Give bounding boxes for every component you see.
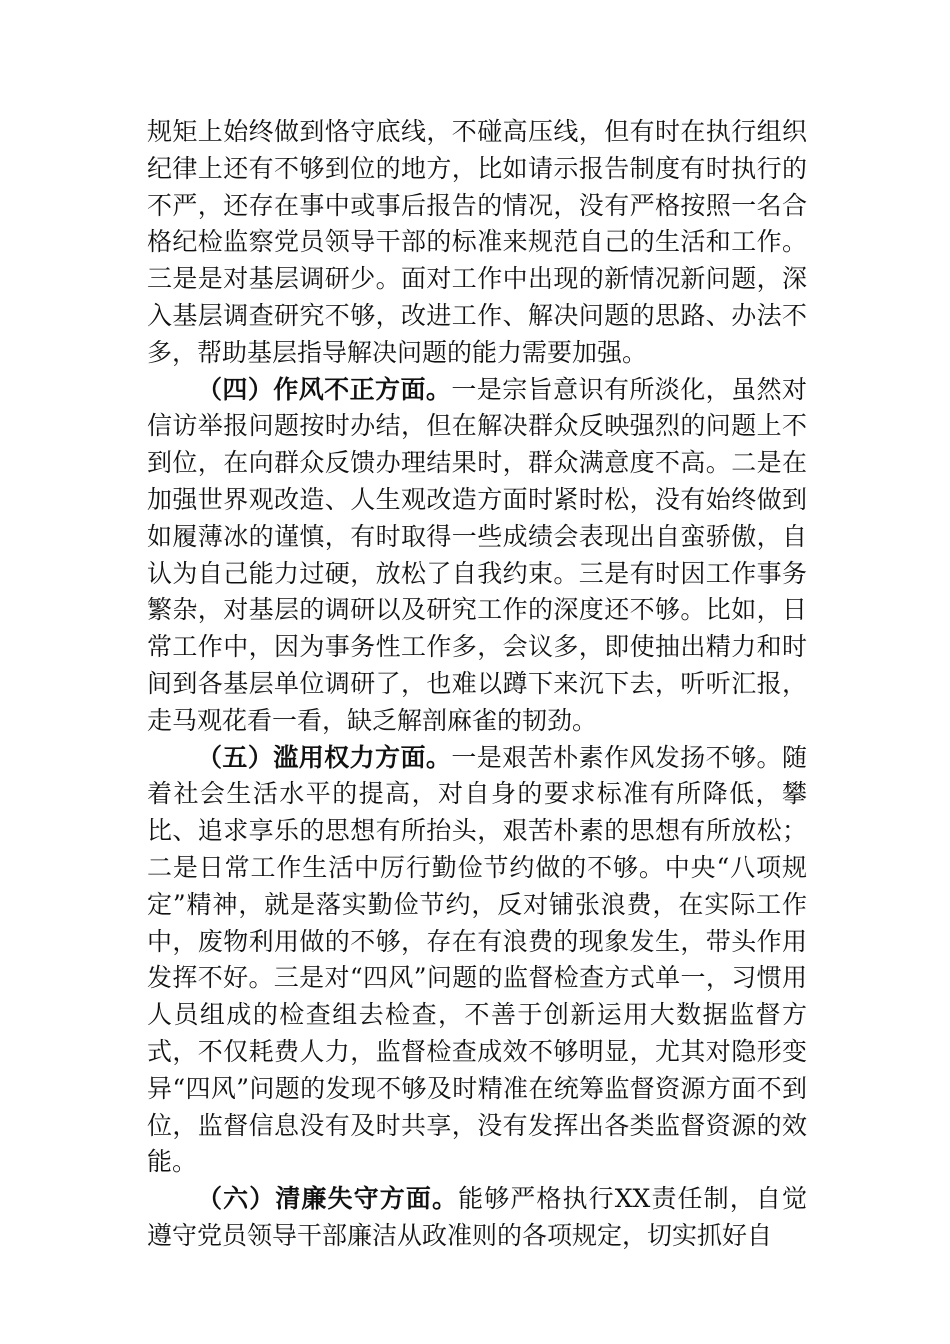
paragraph-section-six	[147, 1181, 807, 1255]
paragraph-body: 一是艰苦朴素作风发扬不够。随着社会生活水平的提高，对自身的要求标准有所降低，攀比、追求享乐的思想有所抬头，艰苦朴素的思想有所放松；二是日常工作生活中厉行勤俭节约做的不够。中央“八项规定”精神，就是落实勤俭节约，反对铺张浪费，在实际工作中，废物利用做的不够，存在有浪费的现象发生，带头作用发挥不好。三是对“四风”问题的监督检查方式单一，习惯用人员组成的检查组去检查，不善于创新运用大数据监督方式，不仅耗费人力，监督检查成效不够明显，尤其对隐形变异“四风”问题的发现不够及时精准在统筹监督资源方面不到位，监督信息没有及时共享，没有发挥出各类监督资源的效能。	[147, 742, 807, 1177]
paragraph-section-five	[147, 740, 807, 1182]
section-heading: （四）作风不正方面。	[197, 374, 452, 404]
paragraph-body: 能够严格执行XX责任制，自觉遵守党员领导干部廉洁从政准则的各项规定，切实抓好自	[147, 1184, 807, 1250]
paragraph-section-four	[147, 372, 807, 740]
paragraph-body: 规矩上始终做到恪守底线，不碰高压线，但有时在执行组织纪律上还有不够到位的地方，比如请示报告制度有时执行的不严，还存在事中或事后报告的情况，没有严格按照一名合格纪检监察党员领导干部的标准来规范自己的生活和工作。三是是对基层调研少。面对工作中出现的新情况新问题，深入基层调查研究不够，改进工作、解决问题的思路、办法不多，帮助基层指导解决问题的能力需要加强。	[147, 117, 807, 367]
section-heading: （五）滥用权力方面。	[197, 742, 452, 772]
document-page	[147, 114, 807, 1255]
paragraph-continuation	[147, 114, 807, 372]
section-heading: （六）清廉失守方面。	[197, 1184, 459, 1214]
paragraph-body: 一是宗旨意识有所淡化，虽然对信访举报问题按时办结，但在解决群众反映强烈的问题上不到位，在向群众反馈办理结果时，群众满意度不高。二是在加强世界观改造、人生观改造方面时紧时松，没有始终做到如履薄冰的谨慎，有时取得一些成绩会表现出自蛮骄傲，自认为自己能力过硬，放松了自我约束。三是有时因工作事务繁杂，对基层的调研以及研究工作的深度还不够。比如，日常工作中，因为事务性工作多，会议多，即使抽出精力和时间到各基层单位调研了，也难以蹲下来沉下去，听听汇报，走马观花看一看，缺乏解剖麻雀的韧劲。	[147, 374, 807, 735]
